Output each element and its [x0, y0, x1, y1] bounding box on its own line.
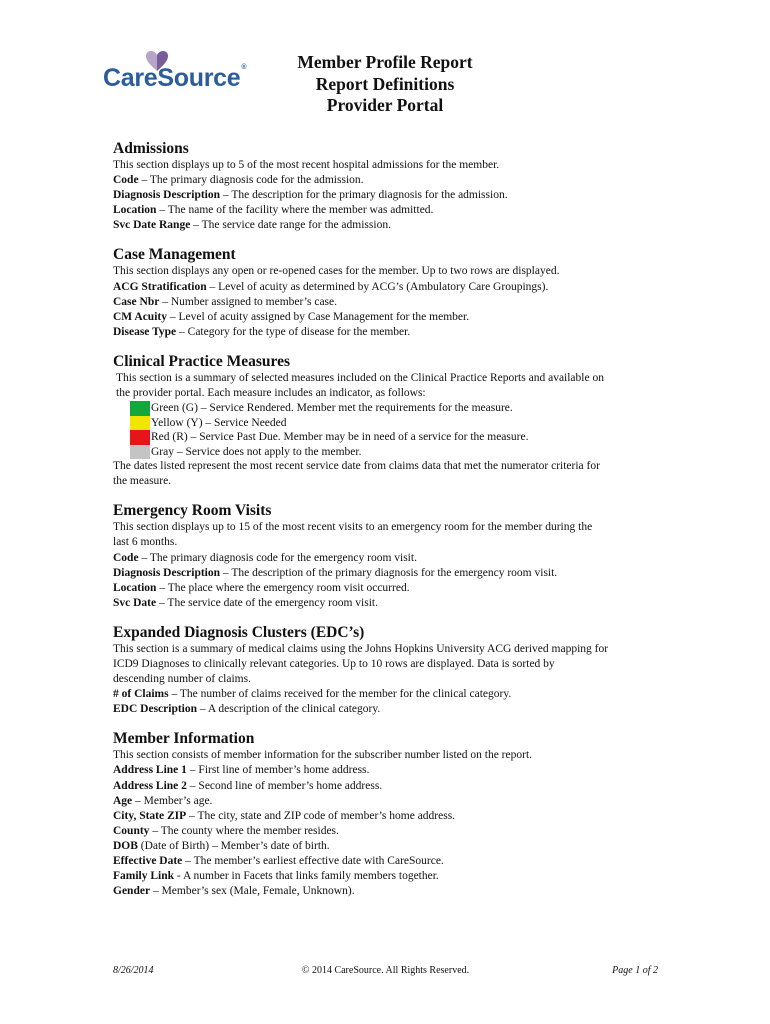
legend-green: Green (G) – Service Rendered. Member met the requirements for the measure. [113, 401, 673, 416]
definition-term: Family Link [113, 870, 175, 883]
definition-term: ACG Stratification [113, 280, 207, 293]
section-outro: The dates listed represent the most recent service date from claims data that met the numerator criteria for [113, 460, 600, 473]
section-clinical-practice [113, 353, 673, 489]
definition-item [113, 173, 673, 188]
section-edc [113, 624, 673, 717]
definition-item [113, 809, 673, 824]
section-case-management [113, 246, 673, 339]
definition-term: Effective Date [113, 855, 183, 867]
section-title: Clinical Practice Measures [113, 352, 291, 370]
definition-term: Address Line 1 [113, 764, 187, 777]
definition-text: – The member’s earliest effective date with CareSource. [182, 855, 444, 867]
section-emergency-room [113, 502, 673, 611]
definition-text: – Member’s age. [132, 794, 213, 807]
definition-text: – Member’s sex (Male, Female, Unknown). [150, 885, 355, 898]
report-header [240, 52, 530, 117]
gray-swatch [130, 445, 150, 460]
section-intro: This section consists of member information for the subscriber number listed on the report. [113, 749, 533, 762]
report-title: Member Profile Report [297, 52, 473, 72]
definition-text: – The description for the primary diagnosis for the admission. [220, 189, 508, 202]
yellow-swatch [130, 416, 150, 431]
section-intro: This section is a summary of selected measures included on the Clinical Practice Reports and available on [116, 371, 604, 384]
definition-item [113, 794, 673, 809]
report-subtitle: Report Definitions [315, 73, 455, 94]
definition-text: – Number assigned to member’s case. [159, 295, 337, 308]
definition-item [113, 596, 673, 611]
definition-item [113, 325, 673, 340]
definition-text: – The city, state and ZIP code of member’s home address. [186, 809, 456, 822]
definition-item [113, 218, 673, 233]
caresource-logo [103, 50, 253, 96]
definition-term: County [113, 824, 150, 837]
definition-text: – Second line of member’s home address. [186, 779, 383, 792]
definition-term: Address Line 2 [113, 779, 187, 792]
section-member-info [113, 730, 673, 899]
definition-list [113, 687, 673, 717]
definition-text: – Category for the type of disease for the member. [176, 325, 411, 338]
definition-item [113, 854, 673, 869]
definition-item [113, 824, 673, 839]
legend-yellow: Yellow (Y) – Service Needed [113, 416, 673, 431]
section-intro: This section displays any open or re-opened cases for the member. Up to two rows are displayed. [113, 265, 560, 278]
definition-item [113, 551, 673, 566]
definition-text: - A number in Facets that links family members together. [174, 870, 439, 883]
green-swatch [130, 401, 150, 416]
definition-term: Diagnosis Description [113, 566, 221, 579]
section-intro: descending number of claims. [113, 673, 251, 686]
definition-term: CM Acuity [113, 310, 167, 323]
red-swatch [130, 430, 150, 445]
section-intro: last 6 months. [113, 536, 178, 549]
definition-text: – The county where the member resides. [149, 824, 339, 837]
definition-item [113, 884, 673, 899]
legend-red: Red (R) – Service Past Due. Member may be in need of a service for the measure. [113, 430, 673, 445]
definition-term: Case Nbr [113, 295, 160, 308]
section-intro: the provider portal. Each measure includes an indicator, as follows: [116, 387, 426, 400]
definition-term: Disease Type [113, 325, 177, 338]
definition-list [113, 551, 673, 611]
definition-text: – The service date range for the admission. [190, 219, 391, 232]
definition-term: DOB [113, 839, 138, 852]
definition-item [113, 188, 673, 203]
definition-item [113, 203, 673, 218]
definition-term: Location [113, 204, 157, 217]
definition-item [113, 763, 673, 778]
definition-item [113, 779, 673, 794]
section-outro: the measure. [113, 475, 172, 488]
definition-term: # of Claims [113, 688, 169, 701]
definition-term: City, State ZIP [113, 809, 187, 822]
definition-term: Svc Date Range [113, 219, 191, 232]
definition-term: Age [113, 794, 133, 807]
definition-text: – The name of the facility where the member was admitted. [156, 204, 434, 217]
definition-text: – Level of acuity as determined by ACG’s (Ambulatory Care Groupings). [206, 280, 549, 293]
definition-item [113, 839, 673, 854]
definition-text: – The description of the primary diagnosis for the emergency room visit. [220, 566, 558, 579]
section-intro: This section displays up to 15 of the most recent visits to an emergency room for the member during the [113, 521, 593, 534]
logo-wordmark: CareSource® [103, 64, 247, 92]
section-intro: This section displays up to 5 of the most recent hospital admissions for the member. [113, 159, 500, 171]
definition-list [113, 280, 673, 340]
definition-text: – The number of claims received for the member for the clinical category. [168, 688, 512, 701]
definition-text: (Date of Birth) – Member’s date of birth. [137, 839, 330, 852]
definition-item [113, 566, 673, 581]
definition-text: – The place where the emergency room visit occurred. [156, 581, 410, 594]
legend-gray: Gray – Service does not apply to the member. [113, 445, 673, 460]
footer-date: 8/26/2014 [113, 965, 154, 976]
definition-item [113, 869, 673, 884]
definition-term: Gender [113, 885, 151, 898]
definition-text: – First line of member’s home address. [186, 764, 370, 777]
definition-text: – The primary diagnosis code for the admission. [138, 174, 364, 187]
section-intro: ICD9 Diagnoses to clinically relevant categories. Up to 10 rows are displayed. Data is sorted by [113, 657, 555, 670]
report-portal: Provider Portal [326, 95, 444, 115]
section-title: Member Information [113, 730, 255, 748]
section-title: Case Management [113, 246, 236, 264]
section-intro: This section is a summary of medical claims using the Johns Hopkins University ACG derived mapping for [113, 642, 609, 655]
definition-item [113, 310, 673, 325]
section-title: Expanded Diagnosis Clusters (EDC’s) [113, 623, 365, 641]
footer-copyright: © 2014 CareSource. All Rights Reserved. [301, 965, 470, 976]
indicator-legend [113, 401, 673, 459]
definition-term: EDC Description [113, 703, 198, 716]
definition-term: Diagnosis Description [113, 189, 221, 202]
definition-item [113, 687, 673, 702]
definition-item [113, 280, 673, 295]
section-admissions [113, 140, 673, 233]
section-title: Admissions [113, 140, 189, 157]
definition-item [113, 581, 673, 596]
definition-list [113, 763, 673, 899]
definition-item [113, 295, 673, 310]
definition-term: Code [113, 174, 139, 187]
definition-text: – A description of the clinical category. [197, 703, 381, 716]
definition-item [113, 702, 673, 717]
definition-term: Code [113, 551, 139, 564]
document-body [113, 140, 673, 912]
definition-list [113, 173, 673, 233]
definition-text: – The service date of the emergency room visit. [156, 596, 378, 609]
section-title: Emergency Room Visits [113, 502, 272, 520]
definition-term: Svc Date [113, 596, 157, 609]
definition-text: – Level of acuity assigned by Case Management for the member. [166, 310, 470, 323]
footer-page-number: Page 1 of 2 [612, 965, 658, 976]
definition-text: – The primary diagnosis code for the emergency room visit. [138, 551, 417, 564]
definition-term: Location [113, 581, 157, 594]
